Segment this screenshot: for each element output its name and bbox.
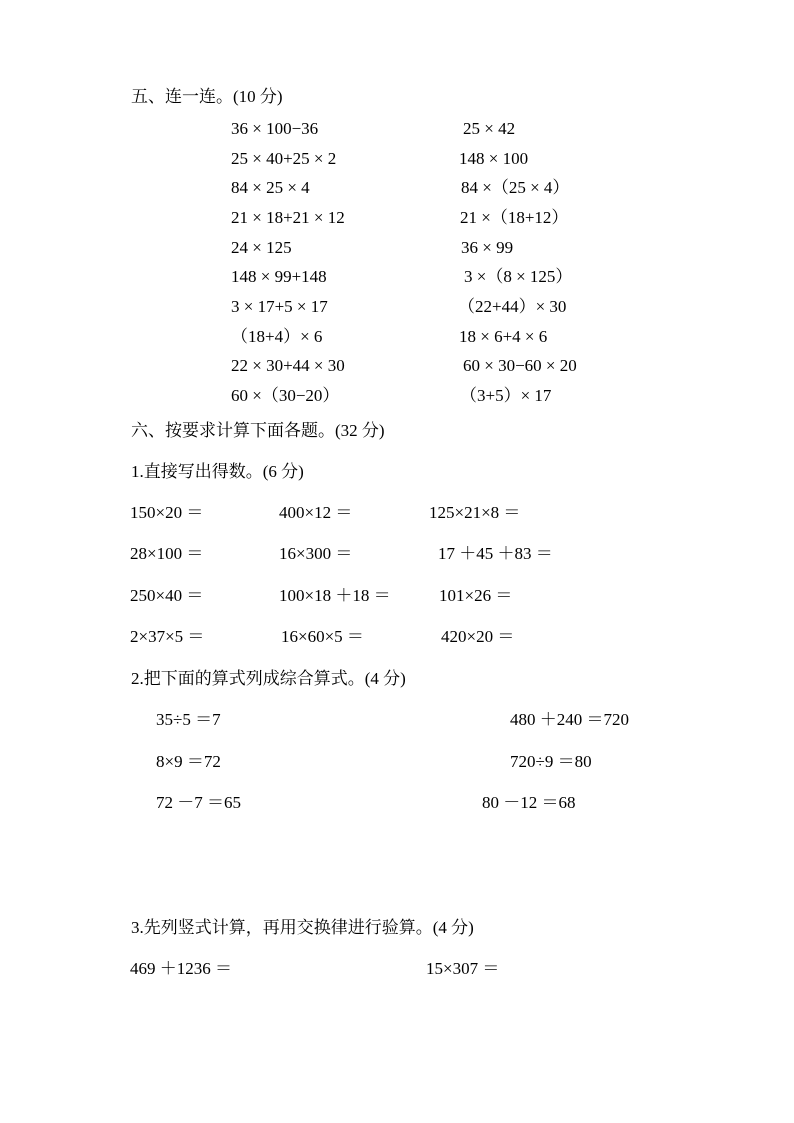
match-left-item: 148 × 99+148 [231,267,327,286]
match-right-item: （22+44）× 30 [458,297,567,316]
q2-title: 2.把下面的算式列成综合算式。(4 分) [131,669,406,688]
match-right-item: 60 × 30−60 × 20 [463,356,577,375]
match-left-item: 24 × 125 [231,238,292,257]
q1-item: 125×21×8 ＝ [429,503,521,522]
match-right-item: 3 ×（8 × 125） [464,267,573,286]
q2-item: 8×9 ＝72 [156,752,221,771]
q3-item: 469 ＋1236 ＝ [130,959,232,978]
q3-item: 15×307 ＝ [426,959,500,978]
q1-item: 17 ＋45 ＋83 ＝ [438,544,553,563]
q1-item: 101×26 ＝ [439,586,513,605]
match-right-item: 36 × 99 [461,238,514,257]
match-right-item: 18 × 6+4 × 6 [459,327,548,346]
match-right-item: 148 × 100 [459,149,529,168]
match-left-item: 3 × 17+5 × 17 [231,297,328,316]
match-right-item: （3+5）× 17 [460,386,552,405]
q1-item: 150×20 ＝ [130,503,204,522]
q1-item: 100×18 ＋18 ＝ [279,586,391,605]
match-left-item: 25 × 40+25 × 2 [231,149,337,168]
q1-item: 2×37×5 ＝ [130,627,205,646]
match-left-item: 36 × 100−36 [231,119,319,138]
match-right-item: 25 × 42 [463,119,516,138]
q1-title: 1.直接写出得数。(6 分) [131,462,304,481]
match-left-item: （18+4）× 6 [231,327,323,346]
q2-item: 720÷9 ＝80 [510,752,592,771]
match-right-item: 21 ×（18+12） [460,208,569,227]
q1-item: 420×20 ＝ [441,627,515,646]
q1-item: 16×300 ＝ [279,544,353,563]
q3-title: 3.先列竖式计算，再用交换律进行验算。(4 分) [131,918,474,937]
q1-item: 250×40 ＝ [130,586,204,605]
match-left-item: 60 ×（30−20） [231,386,340,405]
match-left-item: 21 × 18+21 × 12 [231,208,345,227]
q2-item: 35÷5 ＝7 [156,710,221,729]
q2-item: 72 －7 ＝65 [156,793,241,812]
q1-item: 400×12 ＝ [279,503,353,522]
q1-item: 28×100 ＝ [130,544,204,563]
match-right-item: 84 ×（25 × 4） [461,178,570,197]
match-left-item: 22 × 30+44 × 30 [231,356,345,375]
q2-item: 480 ＋240 ＝720 [510,710,629,729]
q2-item: 80 －12 ＝68 [482,793,576,812]
match-left-item: 84 × 25 × 4 [231,178,310,197]
section5-title: 五、连一连。(10 分) [131,87,283,106]
q1-item: 16×60×5 ＝ [281,627,364,646]
section6-title: 六、按要求计算下面各题。(32 分) [131,421,385,440]
